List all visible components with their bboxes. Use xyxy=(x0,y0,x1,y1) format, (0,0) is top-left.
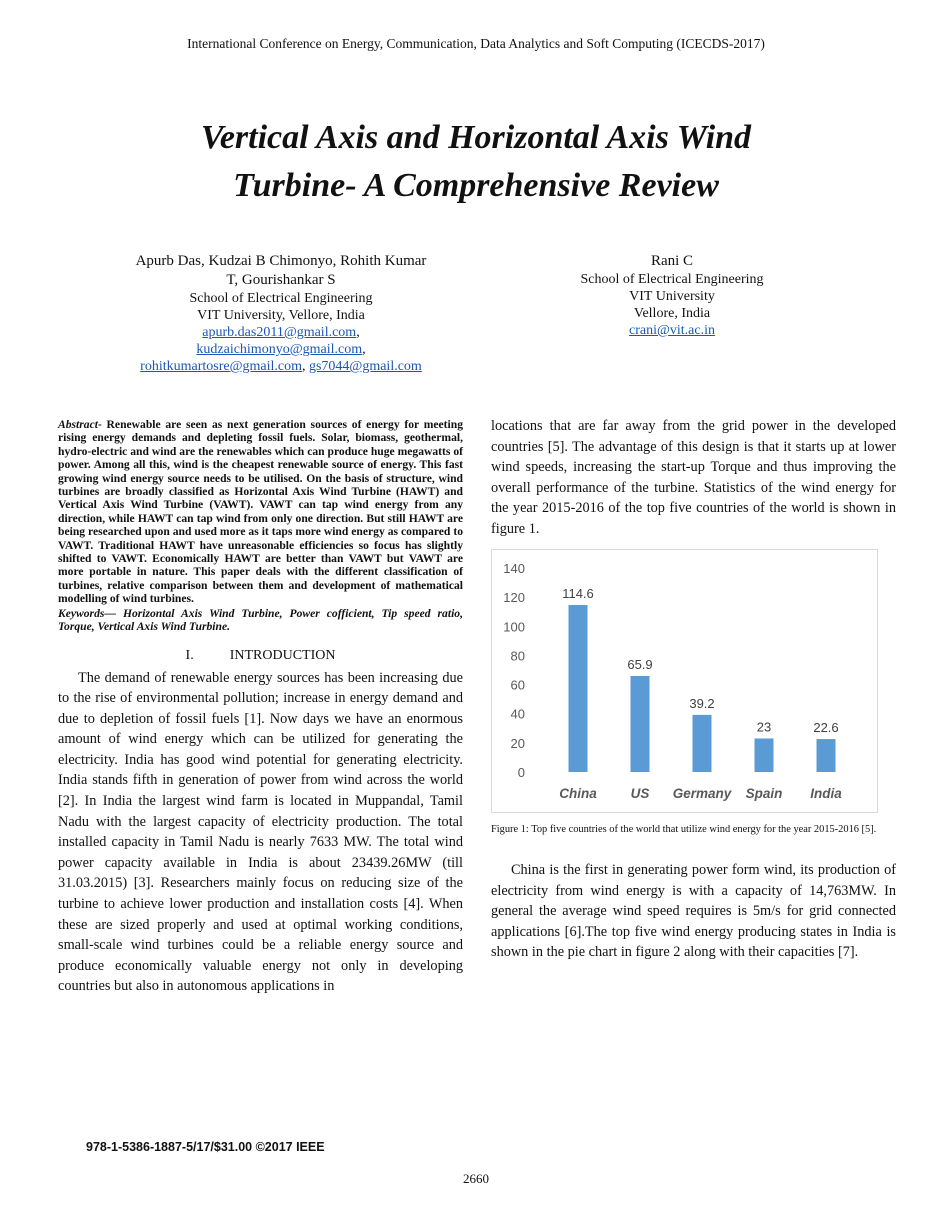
author-name: Rani C xyxy=(650,253,694,269)
author-email-line-3: rohitkumartosre@gmail.com, gs7044@gmail.com xyxy=(140,359,422,374)
email-link[interactable]: kudzaichimonyo@gmail.com xyxy=(196,342,363,357)
conference-header: International Conference on Energy, Communication, Data Analytics and Soft Computing (ICECDS-2017) xyxy=(187,36,765,51)
author-block-left xyxy=(100,252,462,375)
data-label: 114.6 xyxy=(562,586,594,602)
page-number: 2660 xyxy=(463,1171,489,1186)
x-tick-label: China xyxy=(559,786,597,801)
keywords: Keywords— Horizontal Axis Wind Turbine, Power cofficient, Tip speed ratio, Torque, Vertical Axis Wind Turbine. xyxy=(58,606,463,634)
y-tick-label: 0 xyxy=(517,765,525,780)
abstract xyxy=(58,418,463,606)
email-link[interactable]: rohitkumartosre@gmail.com xyxy=(140,359,302,374)
author-names-line-2: T, Gourishankar S xyxy=(226,272,336,288)
x-tick-label: India xyxy=(810,786,842,801)
email-link[interactable]: apurb.das2011@gmail.com xyxy=(202,325,357,340)
x-tick-label: Spain xyxy=(745,786,783,801)
bar xyxy=(755,738,774,772)
y-tick-label: 100 xyxy=(503,619,525,635)
bar-chart xyxy=(492,550,877,812)
right-paragraph-2: China is the first in generating power form wind, its production of electricity from wind energy is with a capacity of 14,763MW. In general the average wind speed requires is 5m/s for grid connected applications [6].The top five wind energy producing states in India is shown in the pie chart in figure 2 along with their capacities [7]. xyxy=(491,862,896,961)
figure-1-chart xyxy=(491,549,878,813)
intro-paragraph: The demand of renewable energy sources has been increasing due to the rise of environmental pollution; increase in energy demand and due to depletion of fossil fuels [1]. Now days we have an enormous amount of wind energy which can be utilized for generating the electricity. India has good wind potential for generating electricity. India stands fifth in generation of power from wind across the world [2]. In India the largest wind farm is located in Muppandal, Tamil Nadu with the largest capacity of electricity production. The total installed capacity in Tamil Nadu is nearly 7633 MW. The total wind power capacity available in India is about 23439.26MW (till 31.03.2015) [3]. Researchers mainly focus on reducing size of the turbine to achieve lower production and installation costs [4]. When these are sized properly and used at optimal working conditions, small-scale wind turbines could be a reliable energy source and produce economically valuable energy not only in developing countries but also in autonomous applications in xyxy=(58,669,463,995)
bar xyxy=(693,715,712,772)
title-line-1: Vertical Axis and Horizontal Axis Wind xyxy=(200,119,752,156)
bar xyxy=(817,739,836,772)
section-heading: I. INTRODUCTION xyxy=(185,647,336,663)
abstract-text: Renewable are seen as next generation sources of energy for meeting rising energy demands and depleting fossil fuels. Solar, biomass, geothermal, hydro-electric and wind are the renewables which can produce huge megawatts of power. Among all this, wind is the cheapest renewable source of energy. This fast growing wind energy source needs to be utilised. On the basis of structure, wind turbines are broadly classified as Horizontal Axis Wind Turbine (HAWT) and Vertical Axis Wind Turbine (VAWT). VAWT can tap wind energy from any direction, while HAWT can tap wind from only one direction. But still HAWT are being researched upon and used more as it taps more wind energy as compared to VAWT. Traditional HAWT have unreasonable efficiencies so focus has slightly shifted to VAWT. Economically HAWT are better than VAWT but VAWT are more portable in nature. This paper deals with the different classification of turbines, relative comparison between them and development of mathematical modelling of wind turbines. xyxy=(58,418,463,606)
data-label: 23 xyxy=(756,719,772,735)
y-tick-label: 40 xyxy=(510,706,525,722)
email-link[interactable]: gs7044@gmail.com xyxy=(308,359,422,374)
bar xyxy=(631,676,650,772)
y-tick-label: 120 xyxy=(503,590,525,606)
title-line-2: Turbine- A Comprehensive Review xyxy=(233,167,719,204)
author-university: VIT University xyxy=(629,289,715,304)
bar xyxy=(569,605,588,772)
email-link[interactable]: crani@vit.ac.in xyxy=(629,323,715,338)
y-tick-label: 60 xyxy=(510,677,525,693)
abstract-label: Abstract- xyxy=(58,418,102,431)
x-tick-label: Germany xyxy=(672,786,732,801)
author-university: VIT University, Vellore, India xyxy=(197,308,365,323)
author-email-line-2: kudzaichimonyo@gmail.com, xyxy=(196,342,366,357)
figure-caption: Figure 1: Top five countries of the world that utilize wind energy for the year 2015-2016 [5]. xyxy=(491,824,877,835)
y-tick-label: 20 xyxy=(510,735,525,751)
right-column xyxy=(491,416,896,540)
data-label: 65.9 xyxy=(627,656,653,672)
footer-isbn: 978-1-5386-1887-5/17/$31.00 ©2017 IEEE xyxy=(86,1140,325,1154)
y-tick-label: 140 xyxy=(503,561,525,576)
author-location: Vellore, India xyxy=(633,306,711,321)
author-names-line-1: Apurb Das, Kudzai B Chimonyo, Rohith Kumar xyxy=(135,253,427,269)
data-label: 22.6 xyxy=(813,720,839,736)
author-block-right xyxy=(540,252,804,339)
paper-title xyxy=(60,114,892,210)
data-label: 39.2 xyxy=(689,695,715,711)
author-affiliation: School of Electrical Engineering xyxy=(189,291,373,306)
x-tick-label: US xyxy=(630,786,650,801)
y-tick-label: 80 xyxy=(510,648,525,664)
left-column xyxy=(58,418,463,997)
author-email-line-1: apurb.das2011@gmail.com, xyxy=(202,325,360,340)
author-affiliation: School of Electrical Engineering xyxy=(580,272,764,287)
right-paragraph-1: locations that are far away from the grid power in the developed countries [5]. The advantage of this design is that it starts up at lower wind speeds, increasing the start-up Torque and thus improving the overall performance of the turbine. Statistics of the wind energy for the year 2015-2016 of the top five countries of the world is shown in figure 1. xyxy=(491,418,896,537)
